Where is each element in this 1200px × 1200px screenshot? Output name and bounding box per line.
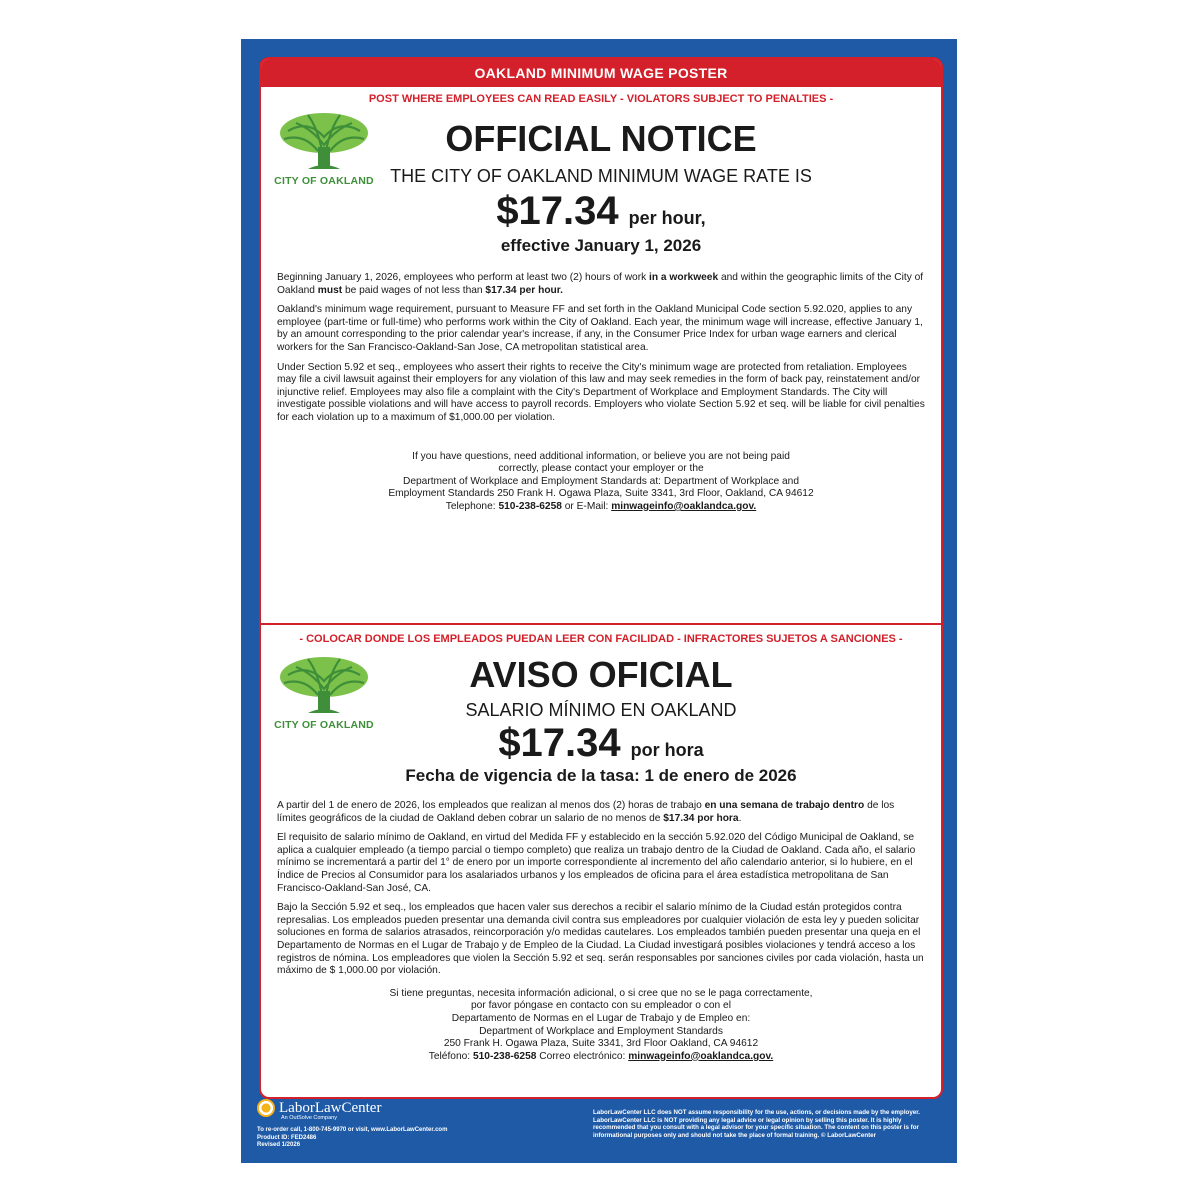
- notice-subhead-es: SALARIO MÍNIMO EN OAKLAND: [465, 700, 737, 720]
- effective-date-es: Fecha de vigencia de la tasa: 1 de enero de 2026: [405, 766, 797, 785]
- city-logo-text: CITY OF OAKLAND: [274, 719, 374, 731]
- notice-body-es: [261, 800, 941, 978]
- phone-en: 510-238-6258: [498, 500, 562, 512]
- poster-panel: [259, 57, 943, 1099]
- wage-unit-en: per hour,: [628, 208, 706, 228]
- notice-title-es: AVISO OFICIAL: [469, 654, 733, 695]
- product-id: Product ID: FED2486: [257, 1134, 317, 1141]
- wage-amount-es: $17.34: [498, 721, 621, 765]
- brand-name: LaborLawCenter: [279, 1099, 382, 1116]
- footer-disclaimer: LaborLawCenter LLC does NOT assume responsibility for the use, actions, or decisions made by the employer. LaborLawCenter LLC is NOT providing any legal advice or legal opinion by selling this poster. It is highly recommended that you consult with a legal advisor for your specific situation. The content on this poster is for informational purposes only and should not take the place of formal training. © LaborLawCenter: [593, 1109, 920, 1139]
- city-logo-es: [273, 655, 375, 731]
- paragraph-3-en: Under Section 5.92 et seq., employees who assert their rights to receive the City's minimum wage are protected from retaliation. Employees may file a civil lawsuit against their employers for any violation of this law and may seek remedies in the form of back pay, reinstatement and/or injunctive relief. Employees may also file a complaint with the City's Department of Workplace and Employment Standards. The City will investigate possible violations and will have access to payroll records. Employers who violate Section 5.92 et seq. will be liable for civil penalties for each violation up to a maximum of $1,000.00 per violation.: [277, 361, 925, 423]
- post-warning-es: - COLOCAR DONDE LOS EMPLEADOS PUEDAN LEER CON FACILIDAD - INFRACTORES SUJETOS A SANCIONES -: [299, 633, 903, 645]
- section-divider: [261, 623, 941, 625]
- notice-body-en: [261, 272, 941, 425]
- oak-tree-icon: [278, 111, 370, 173]
- phone-es: 510-238-6258: [472, 1050, 537, 1062]
- paragraph-3-es: Bajo la Sección 5.92 et seq., los empleados que hacen valer sus derechos a recibir el salario mínimo de la Ciudad están protegidos contra represalias. Los empleados pueden presentar una demanda civil contra sus empleadores por cualquier violación de esta ley y pueden solicitar soluciones en forma de salarios atrasados, reincorporación y/o medidas cautelares. Los empleados también pueden presentar una queja en el Departamento de Normas en el Lugar de Trabajo y de Empleo de la Ciudad. La Ciudad investigará posibles violaciones y tendrá acceso a los registros de nómina. Los empleadores que violen la Sección 5.92 et seq. serán responsables por sanciones civiles por cada violación, hasta un máximo de $ 1,000.00 por violación.: [277, 902, 924, 977]
- paragraph-1-es: A partir del 1 de enero de 2026, los empleados que realizan al menos dos (2) horas de trabajo en una semana de trabajo dentro de los límites geográficos de la ciudad de Oakland deben cobrar un salario de no menos de $17.34 por hora.: [277, 800, 895, 824]
- wage-rate-en: [261, 189, 941, 234]
- brand-subtitle: An OutSolve Company: [281, 1115, 337, 1121]
- revised-date: Revised 1/2026: [257, 1142, 301, 1148]
- post-warning-en: POST WHERE EMPLOYEES CAN READ EASILY - VIOLATORS SUBJECT TO PENALTIES -: [368, 93, 834, 105]
- effective-date-en: effective January 1, 2026: [500, 236, 702, 255]
- sun-logo-icon: [257, 1099, 275, 1117]
- reorder-info: To re-order call, 1-800-745-9970 or visit, www.LaborLawCenter.com: [257, 1127, 448, 1133]
- spanish-section: [261, 633, 941, 1063]
- poster-footer: [241, 1095, 957, 1163]
- wage-unit-es: por hora: [630, 740, 704, 760]
- oak-tree-icon: [278, 655, 370, 717]
- wage-amount-en: $17.34: [496, 189, 619, 233]
- paragraph-2-en: Oakland's minimum wage requirement, pursuant to Measure FF and set forth in the Oakland Municipal Code section 5.92.020, applies to any employee (part-time or full-time) who performs work within the City of Oakland. Each year, the minimum wage will increase, effective January 1, by an amount corresponding to the prior calendar year's increase, if any, in the Consumer Price Index for urban wage earners and clerical workers for the San Francisco-Oakland-San Jose, CA metropolitan statistical area.: [277, 304, 923, 353]
- email-link-es[interactable]: minwageinfo@oaklandca.gov.: [628, 1050, 774, 1062]
- contact-info-es: Si tiene preguntas, necesita información adicional, o si cree que no se le paga correctamente, por favor póngase en contacto con su empleador o con el Departamento de Normas en el Lugar de Trabajo y de Empleo en: Department of Workplace and Employment Standards 250 Frank H. Ogawa Plaza, Suite 3341, 3rd Floor Oakland, CA 94612 Teléfono: 510-238-6258 Correo electrónico: minwageinfo@oaklandca.gov.: [389, 987, 813, 1062]
- city-logo-en: [273, 111, 375, 187]
- poster-banner: OAKLAND MINIMUM WAGE POSTER: [261, 59, 941, 87]
- notice-subhead-en: THE CITY OF OAKLAND MINIMUM WAGE RATE IS: [390, 166, 812, 186]
- english-section: [261, 93, 941, 623]
- poster-frame: [241, 39, 957, 1163]
- footer-left: [257, 1099, 557, 1150]
- notice-title-en: OFFICIAL NOTICE: [445, 118, 757, 159]
- city-logo-text: CITY OF OAKLAND: [274, 175, 374, 187]
- paragraph-1-en: Beginning January 1, 2026, employees who perform at least two (2) hours of work in a workweek and within the geographic limits of the City of Oakland must be paid wages of not less than $17.34 per hour.: [277, 272, 924, 296]
- email-link-en[interactable]: minwageinfo@oaklandca.gov.: [611, 500, 757, 512]
- contact-info-en: If you have questions, need additional information, or believe you are not being paid correctly, please contact your employer or the Department of Workplace and Employment Standards at: Department of Workplace and Employment Standards 250 Frank H. Ogawa Plaza, Suite 3341, 3rd Floor, Oakland, CA 94612 Telephone: 510-238-6258 or E-Mail: minwageinfo@oaklandca.gov.: [388, 450, 814, 512]
- paragraph-2-es: El requisito de salario mínimo de Oakland, en virtud del Medida FF y establecido en la sección 5.92.020 del Código Municipal de Oakland, se aplica a cualquier empleado (a tiempo parcial o tiempo completo) que realiza un trabajo dentro de la Ciudad de Oakland. Cada año, el salario mínimo se incrementará a partir del 1° de enero por un importe correspondiente al incremento del año calendario anterior, si lo hubiere, en el Índice de Precios al Consumidor para los asalariados urbanos y los empleados de oficina para el área estadística metropolitana de San Francisco-Oakland-San José, CA.: [277, 832, 916, 894]
